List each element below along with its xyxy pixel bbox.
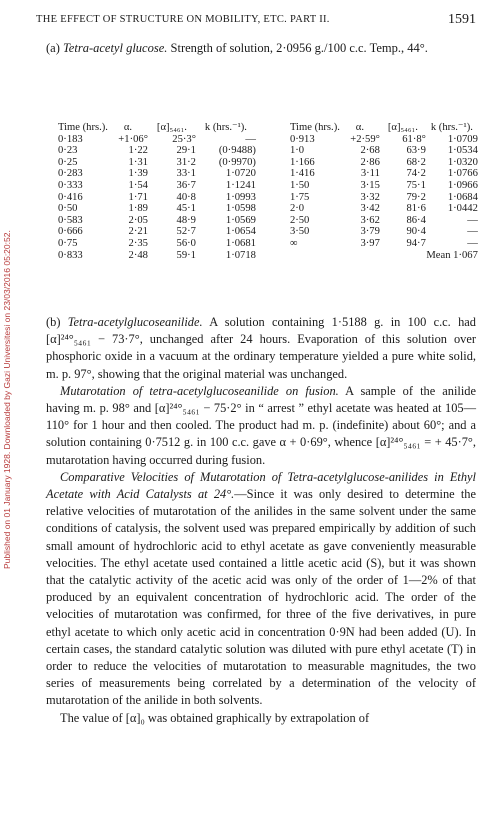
cell-k-right: 1·0766 xyxy=(447,168,478,180)
cell-specific-rotation-left: 36·7 xyxy=(176,179,196,191)
cell-k-left: 1·0569 xyxy=(225,214,256,226)
cell-time-right: ∞ xyxy=(289,237,298,249)
caption-label: (a) xyxy=(46,41,63,55)
running-head xyxy=(36,14,476,25)
cell-alpha-left: 1·71 xyxy=(128,191,148,203)
table-row xyxy=(58,168,478,180)
cell-k-left: 1·0718 xyxy=(225,249,256,261)
cell-k-left: (0·9488) xyxy=(218,145,256,157)
cell-k-left: 1·0993 xyxy=(225,191,256,203)
cell-specific-rotation-left: 56·0 xyxy=(176,237,196,249)
cell-time-left: 0·416 xyxy=(58,191,83,203)
header-specific-rotation-right: [α]₅₄₆₁. xyxy=(387,122,418,133)
cell-k-left: 1·0720 xyxy=(225,168,256,180)
cell-k-right: 1·0534 xyxy=(447,145,478,157)
cell-time-left: 0·583 xyxy=(58,214,83,226)
cell-specific-rotation-left: 31·2 xyxy=(176,156,196,168)
cell-alpha-left: 2·48 xyxy=(128,249,148,261)
cell-k-right: 1·0709 xyxy=(447,133,478,145)
header-alpha-right: α. xyxy=(355,122,364,133)
table-caption xyxy=(46,40,476,56)
cell-alpha-right: 3·97 xyxy=(360,237,380,249)
paragraph-comparative-title: Comparative Velocities of Mutarotation of Tetra-acetylglucose-anilides in Ethyl Acetate with Acid Catalysts at 24°. xyxy=(46,469,476,502)
cell-specific-rotation-right: 86·4 xyxy=(406,214,426,226)
cell-specific-rotation-left: 25·3° xyxy=(172,133,196,145)
cell-k-right: 1·0442 xyxy=(447,203,478,215)
table-header-row xyxy=(58,122,478,134)
cell-time-left: 0·833 xyxy=(58,249,83,261)
cell-time-right: 0·913 xyxy=(289,133,315,145)
cell-k-right: 1·0966 xyxy=(447,179,478,191)
cell-alpha-right: 3·11 xyxy=(360,168,380,180)
data-table xyxy=(58,122,478,261)
paragraph-final: The value of [α]₀ was obtained graphically by extrapolation of xyxy=(60,710,370,725)
cell-k-left: 1·0681 xyxy=(225,237,256,249)
cell-k-left: 1·0598 xyxy=(225,203,256,215)
cell-k-left: (0·9970) xyxy=(218,156,256,168)
header-k-left: k (hrs.⁻¹). xyxy=(204,122,247,133)
header-time-left: Time (hrs.). xyxy=(58,122,108,133)
paragraph-comparative-text: —Since it was only desired to determine the relative velocities of mutarotation of the anilides in the same solvent under the same conditions of catalysis, the solvent used was prepared empirically by addition of such small amount of hydrochloric acid to ethyl acetate as gave conveniently measurable velocities. The ethyl acetate used contained a little acetic acid (S), but it was shown that the catalytic activity of the acetic acid was only of the order of 1—2% of that produced by an equivalent concentration of hydrochloric acid. The order of the velocities of mutarotation was confirmed, for three of the five derivatives, in pure ethyl acetate to which only acetic acid in concentration 0·9N had been added (U). In certain cases, the standard catalytic solution was diluted with pure ethyl acetate (T) in order to reduce the velocities of mutarotation to measurable magnitudes, the two series of measurements being correlated by a determination of the velocity of mutarotation of the anilide in both solvents. xyxy=(46,487,476,708)
cell-time-right: 1·50 xyxy=(289,179,310,191)
cell-time-right: 2·0 xyxy=(289,203,305,215)
cell-time-left: 0·75 xyxy=(58,237,78,249)
cell-time-left: 0·283 xyxy=(58,168,83,180)
cell-specific-rotation-left: 48·9 xyxy=(176,214,196,226)
table-row xyxy=(58,203,478,215)
cell-time-right: 1·166 xyxy=(289,156,315,168)
table-row xyxy=(58,145,478,157)
table-row xyxy=(58,134,478,146)
cell-alpha-right: 3·32 xyxy=(360,191,380,203)
cell-alpha-right: 3·62 xyxy=(360,214,380,226)
paragraph-fusion-text: A sample of the anilide having m. p. 98° and [α]²⁴°₅₄₆₁ − 75·2° in “ arrest ” ethyl acetate was heated at 105—110° for 1 hour and then cooled. The product had m. p. (indefinite) about 60°; and a solution containing 0·7512 g. in 100 c.c. gave α + 0·69°, whence [α]²⁴°₅₄₆₁ = + 45·7°, mutarotation having occurred during fusion. xyxy=(46,383,477,467)
table-row xyxy=(58,226,478,238)
page-number: 1591 xyxy=(448,12,476,27)
cell-alpha-left: 1·39 xyxy=(128,168,148,180)
cell-time-right: 3·50 xyxy=(289,226,310,238)
cell-k-left: 1·0654 xyxy=(225,226,256,238)
paragraph-fusion xyxy=(46,383,476,469)
cell-alpha-left: 2·35 xyxy=(128,237,148,249)
cell-alpha-left: 2·21 xyxy=(128,226,148,238)
cell-time-left: 0·333 xyxy=(58,179,83,191)
cell-k-right: — xyxy=(467,226,478,238)
cell-time-left: 0·666 xyxy=(58,226,83,238)
cell-specific-rotation-right: 61·8° xyxy=(402,133,426,145)
cell-alpha-left: +1·06° xyxy=(118,133,148,145)
header-alpha-left: α. xyxy=(123,122,133,133)
table-row xyxy=(58,180,478,192)
cell-alpha-right: +2·59° xyxy=(350,133,380,145)
cell-specific-rotation-right: 94·7 xyxy=(406,237,426,249)
cell-time-left: 0·23 xyxy=(58,145,78,157)
cell-time-left: 0·183 xyxy=(58,133,83,145)
running-head-title: THE EFFECT OF STRUCTURE ON MOBILITY, ETC. PART II. xyxy=(36,14,330,25)
cell-alpha-left: 1·22 xyxy=(128,145,148,157)
paragraph-comparative xyxy=(46,469,476,710)
cell-specific-rotation-right: 74·2 xyxy=(406,168,426,180)
cell-time-right: 1·416 xyxy=(289,168,315,180)
cell-k-right: — xyxy=(467,237,478,249)
cell-specific-rotation-right: 63·9 xyxy=(406,145,426,157)
cell-alpha-left: 1·54 xyxy=(128,179,148,191)
caption-title: Tetra-acetyl glucose. xyxy=(63,41,168,55)
cell-time-left: 0·25 xyxy=(58,156,78,168)
cell-alpha-left: 2·05 xyxy=(128,214,148,226)
table-row xyxy=(58,192,478,204)
cell-k-right: — xyxy=(467,214,478,226)
cell-specific-rotation-left: 45·1 xyxy=(176,203,196,215)
paragraph-b-text: A solution containing 1·5188 g. in 100 c.c. had [α]²⁴°₅₄₆₁ − 73·7°, unchanged after 24 hours. Evaporation of this solution over phosphoric oxide in a vacuum at the ordinary temperature yielded a pure white solid, m. p. 97°, showing that the original material was unchanged. xyxy=(46,315,476,381)
cell-time-right: 1·0 xyxy=(289,145,305,157)
header-k-right: k (hrs.⁻¹). xyxy=(430,122,473,133)
table-row xyxy=(58,157,478,169)
cell-specific-rotation-right: 68·2 xyxy=(406,156,426,168)
cell-time-left: 0·50 xyxy=(58,203,78,215)
cell-specific-rotation-left: 33·1 xyxy=(176,168,196,180)
table-row xyxy=(58,215,478,227)
paragraph-b-label: (b) xyxy=(46,315,68,329)
cell-time-right: 1·75 xyxy=(289,191,310,203)
cell-alpha-right: 3·79 xyxy=(360,226,380,238)
cell-alpha-right: 2·86 xyxy=(360,156,380,168)
cell-k-right: 1·0684 xyxy=(447,191,478,203)
paragraph-b xyxy=(46,314,476,383)
publication-sidebar: Published on 01 January 1928. Downloaded by Gazi Universitesi on 23/03/2016 05:20:52. xyxy=(2,230,12,570)
header-time-right: Time (hrs.). xyxy=(289,122,340,133)
cell-specific-rotation-left: 29·1 xyxy=(176,145,196,157)
cell-k-left: 1·1241 xyxy=(225,179,256,191)
mean-value: Mean 1·067 xyxy=(426,249,478,261)
body-text xyxy=(46,314,476,727)
cell-k-right: 1·0320 xyxy=(447,156,478,168)
header-specific-rotation-left: [α]₅₄₆₁. xyxy=(156,122,187,133)
cell-time-right: 2·50 xyxy=(289,214,310,226)
cell-alpha-left: 1·31 xyxy=(128,156,148,168)
caption-rest: Strength of solution, 2·0956 g./100 c.c. Temp., 44°. xyxy=(167,41,428,55)
cell-specific-rotation-right: 81·6 xyxy=(406,203,426,215)
cell-k-left: — xyxy=(245,133,256,145)
paragraph-fusion-title: Mutarotation of tetra-acetylglucoseanilide on fusion. xyxy=(60,383,339,398)
cell-alpha-left: 1·89 xyxy=(128,203,148,215)
cell-alpha-right: 3·42 xyxy=(360,203,380,215)
cell-alpha-right: 2·68 xyxy=(360,145,380,157)
cell-specific-rotation-left: 52·7 xyxy=(176,226,196,238)
cell-specific-rotation-right: 79·2 xyxy=(406,191,426,203)
cell-alpha-right: 3·15 xyxy=(360,179,380,191)
paragraph-b-title: Tetra-acetylglucoseanilide. xyxy=(67,315,203,329)
table-row xyxy=(58,250,478,262)
cell-specific-rotation-left: 40·8 xyxy=(176,191,196,203)
cell-specific-rotation-right: 90·4 xyxy=(406,226,426,238)
cell-specific-rotation-right: 75·1 xyxy=(406,179,426,191)
table-row xyxy=(58,238,478,250)
cell-specific-rotation-left: 59·1 xyxy=(176,249,196,261)
